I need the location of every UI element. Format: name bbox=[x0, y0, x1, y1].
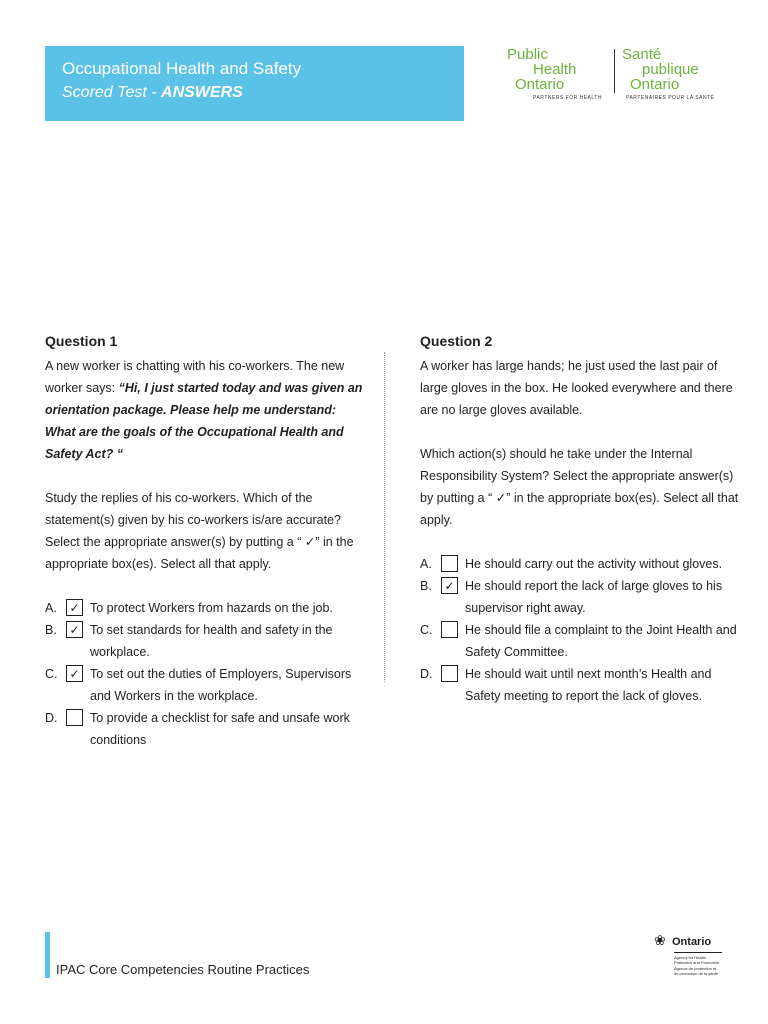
option-text: To protect Workers from hazards on the job. bbox=[90, 601, 333, 615]
question-1-option-b bbox=[45, 619, 365, 663]
question-2-option-a bbox=[420, 553, 740, 575]
question-1-scenario bbox=[45, 355, 365, 465]
option-letter: A. bbox=[45, 601, 57, 615]
document-title: Occupational Health and Safety bbox=[62, 59, 302, 78]
question-1-option-a bbox=[45, 597, 365, 619]
question-1-instruction: Study the replies of his co-workers. Which of the statement(s) given by his co-workers is/are accurate? Select the appropriate answer(s) by putting a “ ✓” in the appropriate box(es). Select all that apply. bbox=[45, 491, 354, 571]
question-2-heading: Question 2 bbox=[420, 333, 493, 349]
answer-checkbox[interactable] bbox=[441, 665, 458, 682]
option-letter: D. bbox=[45, 711, 58, 725]
ontario-agency-line2: Protection and Promotion bbox=[674, 960, 720, 965]
question-1-heading: Question 1 bbox=[45, 333, 118, 349]
footer-text: IPAC Core Competencies Routine Practices bbox=[56, 962, 310, 977]
answer-checkbox[interactable] bbox=[441, 621, 458, 638]
question-1-option-d bbox=[45, 707, 365, 751]
question-2-option-b bbox=[420, 575, 740, 619]
logo-tagline-fr: PARTENAIRES POUR LA SANTÉ bbox=[626, 95, 715, 101]
question-2 bbox=[420, 331, 740, 707]
answer-checkbox[interactable]: ✓ bbox=[66, 599, 83, 616]
question-1-intro: A new worker is chatting with his co-workers. The new worker says: bbox=[45, 359, 345, 395]
option-text: To provide a checklist for safe and unsafe work conditions bbox=[90, 711, 350, 747]
question-1-quote: “Hi, I just started today and was given an orientation package. Please help me understand: What are the goals of the Occupational Health and Safety Act? “ bbox=[45, 381, 363, 461]
column-divider bbox=[384, 352, 385, 682]
option-text: He should report the lack of large gloves to his supervisor right away. bbox=[465, 579, 723, 615]
answer-checkbox[interactable] bbox=[66, 709, 83, 726]
question-2-option-d bbox=[420, 663, 740, 707]
option-letter: B. bbox=[45, 623, 57, 637]
document-subtitle bbox=[62, 84, 243, 102]
option-text: He should wait until next month’s Health and Safety meeting to report the lack of gloves. bbox=[465, 667, 712, 703]
public-health-ontario-logo bbox=[505, 47, 730, 107]
question-2-option-c bbox=[420, 619, 740, 663]
option-letter: C. bbox=[45, 667, 58, 681]
ontario-logo-rule bbox=[674, 952, 722, 953]
option-text: To set standards for health and safety in the workplace. bbox=[90, 623, 333, 659]
logo-divider bbox=[614, 49, 615, 93]
option-text: To set out the duties of Employers, Supervisors and Workers in the workplace. bbox=[90, 667, 352, 703]
header-banner bbox=[45, 46, 464, 121]
option-letter: C. bbox=[420, 623, 433, 637]
option-text: He should file a complaint to the Joint Health and Safety Committee. bbox=[465, 623, 737, 659]
ontario-agency-line3: Agence de protection et bbox=[674, 966, 717, 971]
answer-checkbox[interactable]: ✓ bbox=[66, 621, 83, 638]
answer-checkbox[interactable] bbox=[441, 555, 458, 572]
footer-accent-bar bbox=[45, 932, 50, 978]
logo-fr-line2: publique bbox=[642, 61, 699, 78]
option-letter: A. bbox=[420, 557, 432, 571]
subtitle-emphasis: ANSWERS bbox=[161, 84, 243, 101]
option-letter: D. bbox=[420, 667, 433, 681]
ontario-logo bbox=[654, 930, 734, 978]
option-text: He should carry out the activity without gloves. bbox=[465, 557, 723, 571]
logo-french bbox=[620, 47, 699, 92]
ontario-agency-line4: de promotion de la santé bbox=[674, 971, 719, 976]
logo-en-line2: Health bbox=[533, 61, 577, 78]
subtitle-prefix: Scored Test - bbox=[62, 84, 162, 101]
logo-en-line1: Public bbox=[507, 46, 548, 63]
logo-english bbox=[505, 47, 576, 92]
logo-fr-line1: Santé bbox=[622, 46, 662, 63]
trillium-icon: ❀ bbox=[654, 932, 666, 948]
question-2-options bbox=[420, 553, 740, 707]
question-1 bbox=[45, 331, 365, 751]
answer-checkbox[interactable]: ✓ bbox=[66, 665, 83, 682]
logo-fr-line3: Ontario bbox=[630, 76, 680, 93]
ontario-agency-line1: Agency for Health bbox=[674, 955, 706, 960]
logo-en-line3: Ontario bbox=[515, 76, 565, 93]
question-2-scenario: A worker has large hands; he just used the last pair of large gloves in the box. He looked everywhere and there are no large gloves available. bbox=[420, 359, 733, 417]
logo-tagline-en: PARTNERS FOR HEALTH bbox=[533, 95, 602, 101]
answer-checkbox[interactable]: ✓ bbox=[441, 577, 458, 594]
option-letter: B. bbox=[420, 579, 432, 593]
ontario-wordmark: Ontario bbox=[672, 936, 712, 948]
question-1-option-c bbox=[45, 663, 365, 707]
question-1-options bbox=[45, 597, 365, 751]
question-2-instruction: Which action(s) should he take under the Internal Responsibility System? Select the appropriate answer(s) by putting a “ ✓” in the appropriate box(es). Select all that apply. bbox=[420, 447, 739, 527]
